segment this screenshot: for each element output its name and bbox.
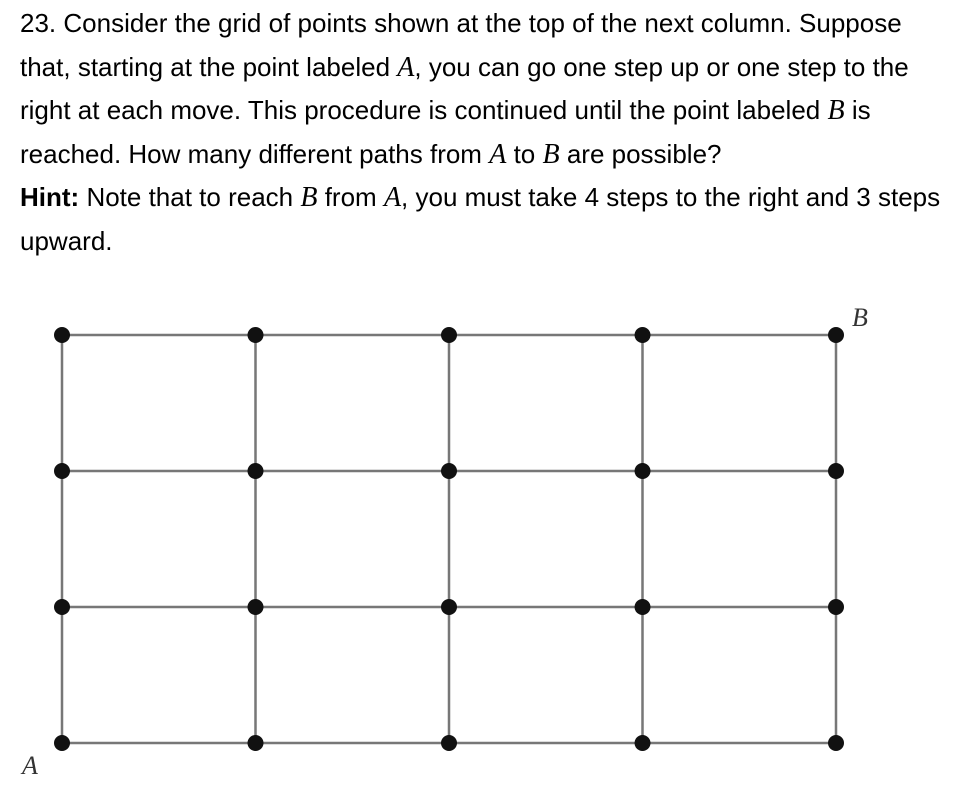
point-b-label: B (852, 303, 868, 332)
grid-point (635, 735, 651, 751)
point-a-label: A (22, 751, 38, 780)
problem-text-4: to (513, 138, 536, 169)
problem-text-3: is reached. How many different paths from (20, 95, 871, 169)
grid-point (54, 599, 70, 615)
hint-point-b: B (300, 182, 318, 214)
grid-point (635, 327, 651, 343)
grid-point (635, 599, 651, 615)
grid-point (635, 463, 651, 479)
grid-point (828, 327, 844, 343)
grid-point (441, 599, 457, 615)
hint-text-2: from (324, 182, 377, 213)
grid-point (54, 463, 70, 479)
grid-point (828, 599, 844, 615)
grid-point (441, 463, 457, 479)
problem-intro: Consider the grid of points shown at the top of the next column. Suppose that, starting at the point labeled (20, 8, 902, 82)
grid-point (248, 327, 264, 343)
grid-point (441, 327, 457, 343)
grid-lines (62, 335, 836, 743)
hint-text-3: , you must take 4 steps to the right and 3 steps upward. (20, 182, 941, 256)
grid-point (828, 463, 844, 479)
problem-text-2: , you can go one step up or one step to the right at each move. This procedure is continued until the point labeled (20, 51, 909, 126)
problem-text-5: are possible? (566, 138, 722, 169)
grid-point (248, 599, 264, 615)
grid-point (54, 327, 70, 343)
point-a-reference: A (397, 51, 415, 83)
hint-label: Hint: (20, 182, 80, 213)
grid-point (54, 735, 70, 751)
grid-point (441, 735, 457, 751)
grid-point (248, 735, 264, 751)
point-a-reference-2: A (489, 138, 507, 170)
point-b-reference: B (827, 95, 845, 127)
hint-point-a: A (383, 182, 402, 214)
hint-text-1: Note that to reach (86, 182, 294, 213)
point-b-reference-2: B (542, 138, 560, 170)
grid-point (828, 735, 844, 751)
problem-number: 23. (20, 8, 57, 38)
grid-point (248, 463, 264, 479)
